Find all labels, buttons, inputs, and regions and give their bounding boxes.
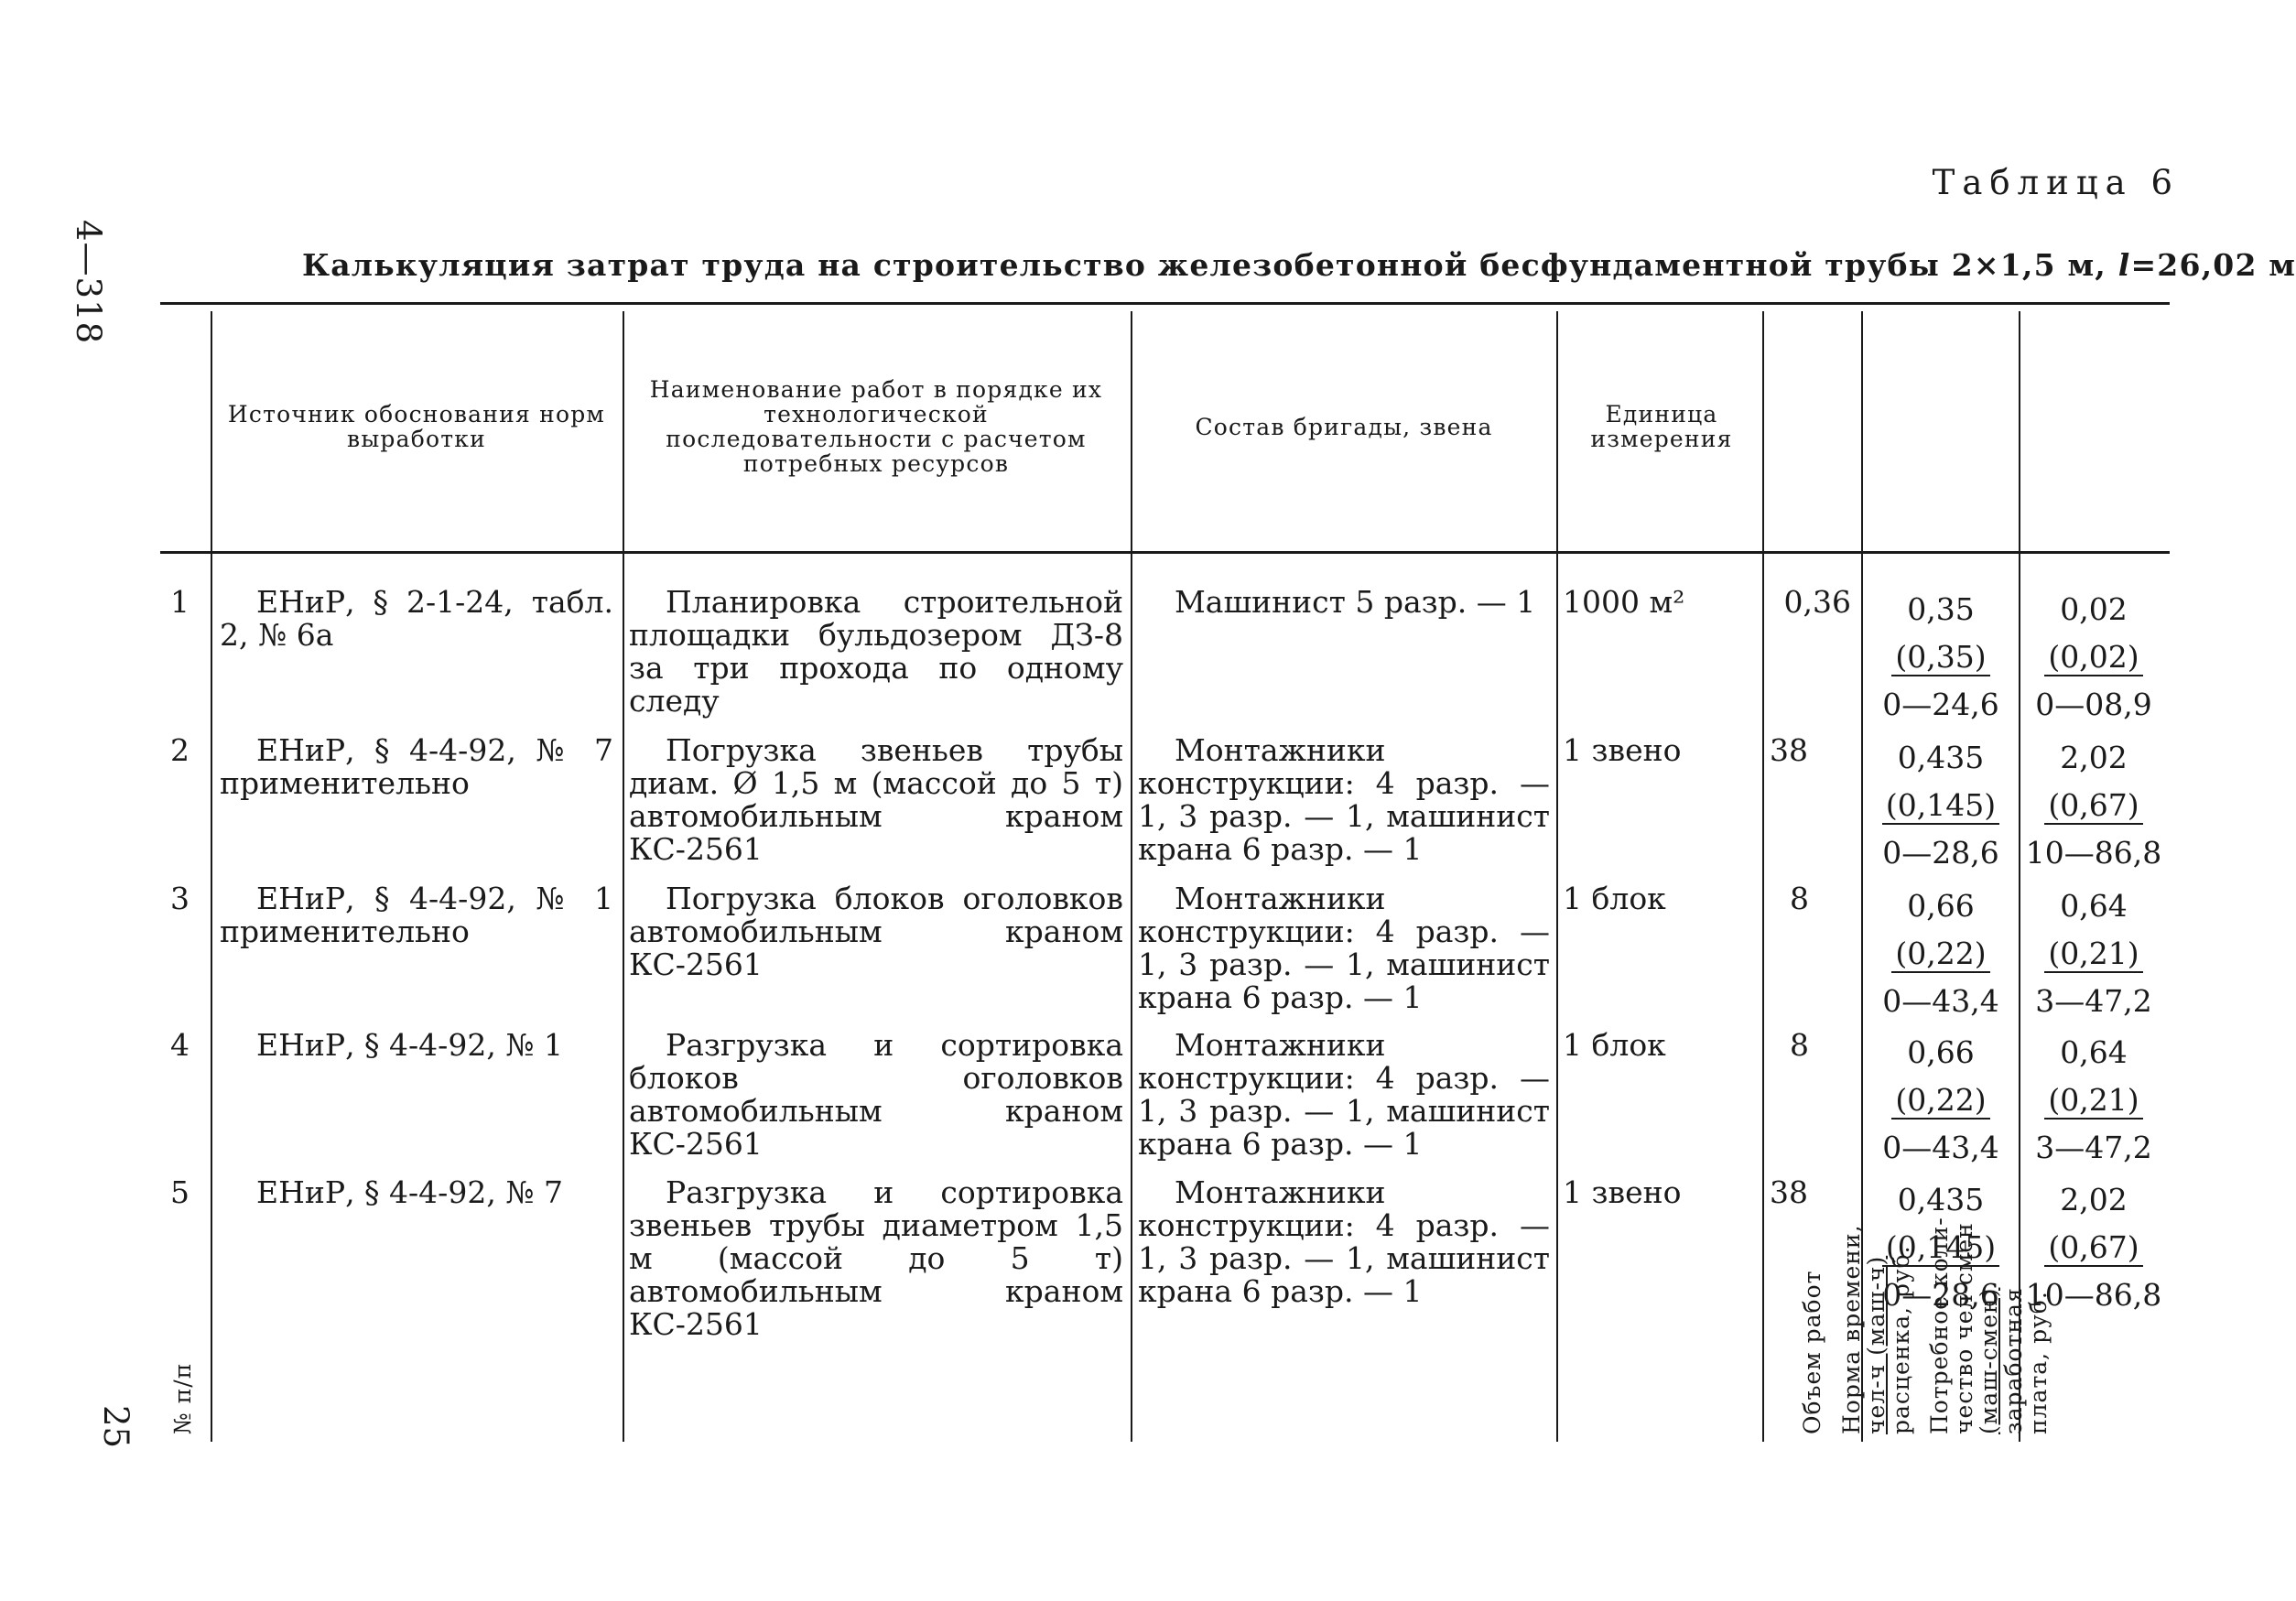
- row-unit: 1000 м²: [1563, 584, 1685, 620]
- row-crew: Монтажники конструкции: 4 разр. — 1, 3 разр. — 1, машинист крана 6 разр. — 1: [1138, 732, 1550, 867]
- page-number: 25: [96, 1405, 135, 1449]
- row-source: ЕНиР, § 4-4-92, № 7: [256, 1174, 564, 1210]
- row-norm: 0,66 (0,22) 0—43,4: [1882, 1034, 1999, 1165]
- column-divider: [1762, 311, 1764, 1442]
- row-source: ЕНиР, § 2-1-24, табл. 2, № 6а: [220, 584, 613, 653]
- row-source: ЕНиР, § 4-4-92, № 1 применительно: [220, 881, 613, 949]
- table-title: [302, 247, 2296, 283]
- row-need: 0,02 (0,02) 0—08,9: [2035, 591, 2152, 722]
- row-source: ЕНиР, § 4-4-92, № 1: [256, 1027, 564, 1063]
- row-work: Погрузка звеньев трубы диам. Ø 1,5 м (массой до 5 т) автомобильным краном КС-2561: [629, 732, 1123, 867]
- header-num: № п/п: [169, 1362, 196, 1434]
- column-divider: [1556, 311, 1558, 1442]
- row-volume: 8: [1790, 881, 1809, 916]
- labor-calculation-table: [160, 302, 2170, 1442]
- row-number: 3: [170, 881, 190, 916]
- row-crew: Монтажники конструкции: 4 разр. — 1, 3 разр. — 1, машинист крана 6 разр. — 1: [1138, 1174, 1550, 1309]
- row-need: 0,64 (0,21) 3—47,2: [2035, 888, 2152, 1019]
- header-bottom-rule: [160, 551, 2170, 554]
- row-number: 4: [170, 1027, 190, 1063]
- row-norm: 0,35 (0,35) 0—24,6: [1882, 591, 1999, 722]
- row-unit: 1 блок: [1563, 881, 1666, 916]
- row-unit: 1 звено: [1563, 1174, 1682, 1210]
- column-divider: [623, 311, 624, 1442]
- row-crew: Машинист 5 разр. — 1: [1175, 584, 1536, 620]
- header-need: Потребное коли- чество чел-смен (маш-смен) заработная плата, руб.: [1926, 1217, 2052, 1434]
- header-source: Источник обоснования норм выработки: [227, 401, 606, 452]
- title-value: =26,02 м: [2130, 247, 2296, 283]
- row-work: Планировка строительной площадки бульдозером ДЗ-8 за три прохода по одному следу: [629, 584, 1123, 719]
- row-volume: 0,36: [1783, 584, 1851, 620]
- header-norm: Норма времени, чел-ч (маш-ч) расценка, руб.: [1838, 1224, 1914, 1434]
- title-variable: l: [2117, 247, 2131, 283]
- column-divider: [1131, 311, 1132, 1442]
- row-norm: 0,435 (0,145) 0—28,6: [1882, 740, 1999, 871]
- row-unit: 1 блок: [1563, 1027, 1666, 1063]
- row-number: 5: [170, 1174, 190, 1210]
- header-volume: Объем работ: [1799, 1270, 1825, 1434]
- title-text: Калькуляция затрат труда на строительство железобетонной бесфундаментной трубы 2×1,5 м,: [302, 247, 2118, 283]
- row-need: 2,02 (0,67) 10—86,8: [2025, 1182, 2162, 1313]
- row-work: Разгрузка и сортировка звеньев трубы диаметром 1,5 м (массой до 5 т) автомобильным краном КС-2561: [629, 1174, 1123, 1342]
- row-volume: 38: [1770, 1174, 1808, 1210]
- row-need: 0,64 (0,21) 3—47,2: [2035, 1034, 2152, 1165]
- row-number: 1: [170, 584, 190, 620]
- row-unit: 1 звено: [1563, 732, 1682, 768]
- row-source: ЕНиР, § 4-4-92, № 7 применительно: [220, 732, 613, 801]
- column-divider: [211, 311, 212, 1442]
- row-norm: 0,66 (0,22) 0—43,4: [1882, 888, 1999, 1019]
- header-unit: Единица измерения: [1590, 401, 1733, 452]
- row-volume: 38: [1770, 732, 1808, 768]
- row-number: 2: [170, 732, 190, 768]
- row-work: Разгрузка и сортировка блоков оголовков автомобильным краном КС-2561: [629, 1027, 1123, 1162]
- row-need: 2,02 (0,67) 10—86,8: [2025, 740, 2162, 871]
- row-work: Погрузка блоков оголовков автомобильным краном КС-2561: [629, 881, 1123, 982]
- header-works: Наименование работ в порядке их технологической последовательности с расчетом потребных ресурсов: [649, 376, 1103, 477]
- row-crew: Монтажники конструкции: 4 разр. — 1, 3 разр. — 1, машинист крана 6 разр. — 1: [1138, 881, 1550, 1015]
- row-norm: 0,435 (0,145) 0—28,6: [1882, 1182, 1999, 1313]
- document-code: 4—318: [69, 220, 108, 345]
- row-crew: Монтажники конструкции: 4 разр. — 1, 3 разр. — 1, машинист крана 6 разр. — 1: [1138, 1027, 1550, 1162]
- row-volume: 8: [1790, 1027, 1809, 1063]
- header-crew: Состав бригады, звена: [1195, 413, 1493, 440]
- table-label: Таблица 6: [1932, 163, 2180, 202]
